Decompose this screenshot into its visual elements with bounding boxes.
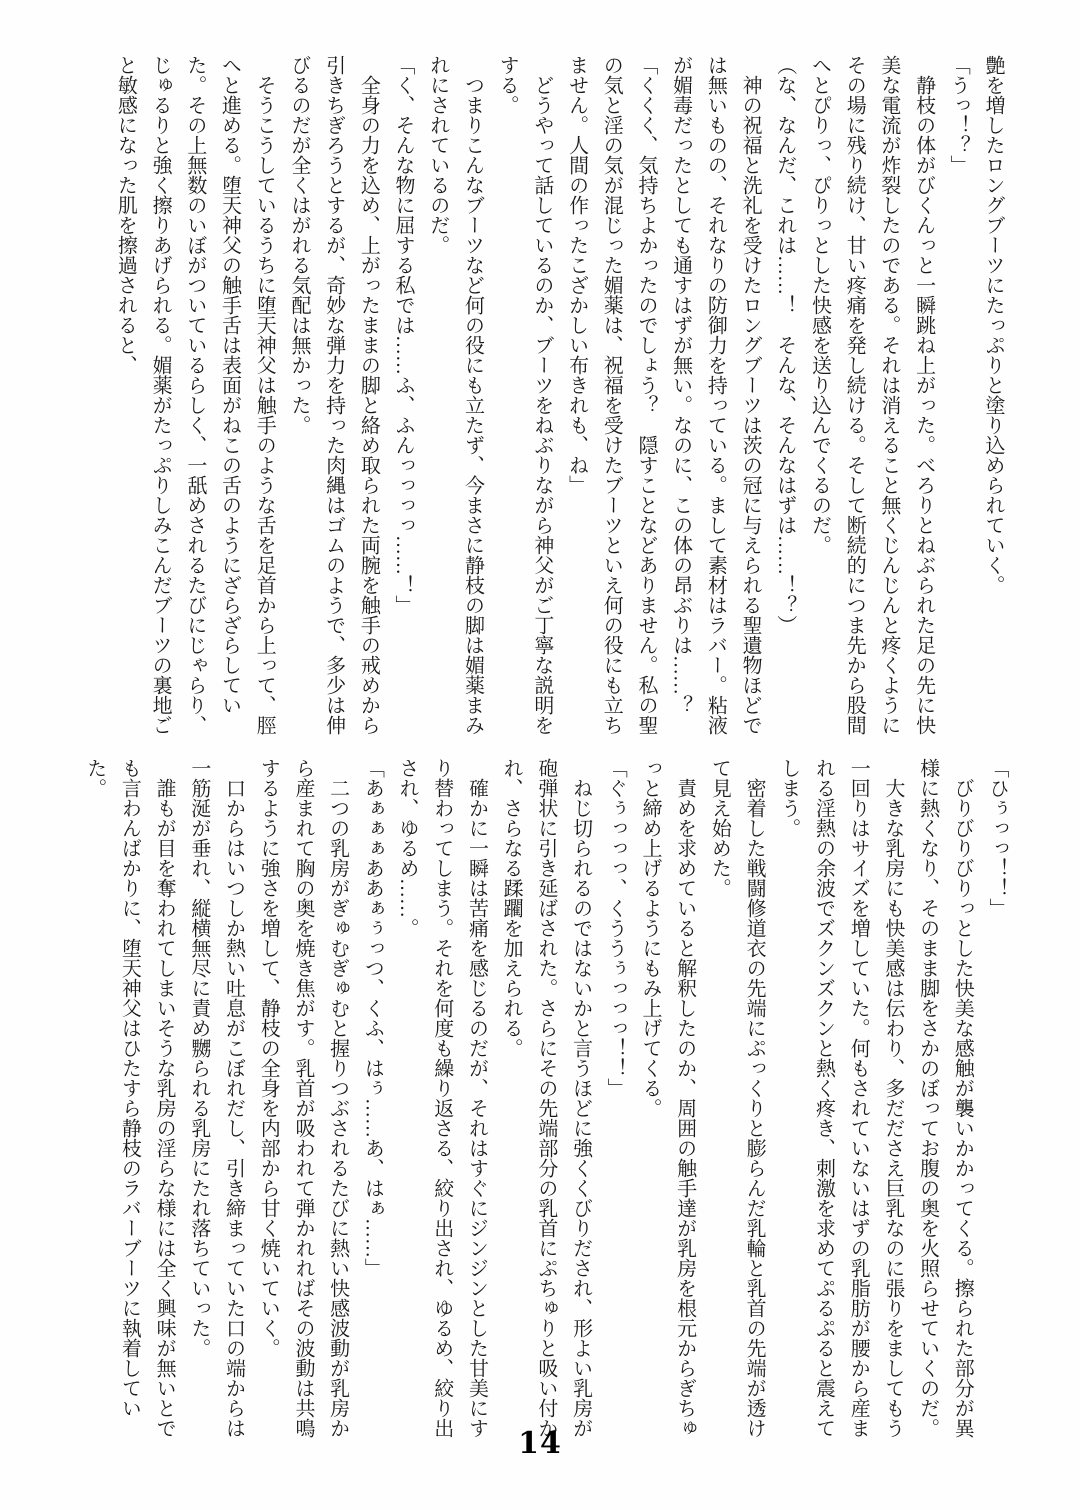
paragraph: 「ひぅっっ！！」 xyxy=(986,758,1008,918)
paragraph: 二つの乳房がぎゅむぎゅむと握りつぶされるたびに熱い快感波動が乳房から産まれて胸の奥を焼き焦がす。乳首が吸われて弾かれればその波動は共鳴するように強さを増して、静枝の全身を内部から甘く焼いていく。 xyxy=(257,758,349,1438)
paragraph: つまりこんなブーツなど何の役にも立たず、今まさに静枝の脚は媚薬まみれにされているのだ。 xyxy=(426,55,484,735)
paragraph: 確かに一瞬は苦痛を感じるのだが、それはすぐにジンジンとした甘美にすり替わってしまう。それを何度も繰り返さる、絞り出され、ゆるめ、絞り出され、ゆるめ……。 xyxy=(396,758,488,1438)
paragraph: ねじ切られるのではないかと言うほどに強くくびりだされ、形よい乳房が砲弾状に引き延ばされた。さらにその先端部分の乳首にぷちゅりと吸い付かれ、さらなる蹂躙を加えられる。 xyxy=(500,758,592,1438)
paragraph: 静枝の体がびくんっと一瞬跳ね上がった。べろりとねぶられた足の先に快美な電流が炸裂したのである。それは消えること無くじんじんと疼くようにその場に残り続け、甘い疼痛を発し続ける。そして断続的につま先から股間へとぴりっ、ぴりっとした快感を送り込んでくるのだ。 xyxy=(808,55,935,735)
paragraph: びりびりびりっとした快美な感触が襲いかかってくる。擦られた部分が異様に熱くなり、そのまま脚をさかのぼってお腹の奥を火照らせていくのだ。 xyxy=(916,758,974,1438)
paragraph: （な、なんだ、これは……！ そんな、そんなはずは……！？） xyxy=(773,55,796,635)
paragraph: 大きな乳房にも快美感は伝わり、多だださえ巨乳なのに張りをましてもう一回りはサイズを増していた。何もされていないはずの乳脂肪が腰から産まれる淫熱の余波でズクンズクンと熱く疼き、刺激を求めてぷるぷると震えてしまう。 xyxy=(777,758,904,1438)
paragraph: 口からはいつしか熱い吐息がこぼれだし、引き締まっていた口の端からは一筋涎が垂れ、縦横無尽に責め嬲られる乳房にたれ落ちていった。 xyxy=(187,758,245,1438)
paragraph: 「うっ！？」 xyxy=(947,55,970,175)
paragraph: そうこうしているうちに堕天神父は触手のような舌を足首から上って、脛へと進める。堕天神父の触手舌は表面がねこの舌のようにざらざらしていた。その上無数のいぼがついているらしく、一舐めされるたびにじゃらり、じゅるりと強く擦りあげられる。媚薬がたっぷりしみこんだブーツの裏地ごと敏感になった肌を擦過されると、 xyxy=(114,55,276,735)
paragraph: 「くくく、気持ちよかったのでしょう？ 隠すことなどありません。私の聖の気と淫の気が混じった媚薬は、祝福を受けたブーツといえ何の役にも立ちません。人間の作ったこざかしい布きれも、ね」 xyxy=(565,55,657,735)
paragraph: 神の祝福と洗礼を受けたロングブーツは茨の冠に与えられる聖遺物ほどでは無いものの、それなりの防御力を持っている。まして素材はラバー。粘液が媚毒だったとしても通すはずが無い。なのに、この体の昂ぶりは……？ xyxy=(669,55,762,735)
paragraph: 「く、そんな物に屈する私では……ふ、ふんっっっっ……！」 xyxy=(392,55,415,615)
paragraph: 全身の力を込め、上がったままの脚と絡め取られた両腕を触手の戒めから引きちぎろうとするが、奇妙な弾力を持った肉縄はゴムのようで、多少は伸びるのだが全くはがれる気配は無かった。 xyxy=(287,55,380,735)
text-block-bottom xyxy=(77,758,1014,1440)
text-block-top xyxy=(108,55,1010,737)
paragraph: 誰もが目を奪われてしまいそうな乳房の淫らな様には全く興味が無いとでも言わんばかりに、堕天神父はひたすら静枝のラバーブーツに執着していた。 xyxy=(83,758,176,1438)
paragraph: 「ぐぅっっっ、くううぅっっっ！！」 xyxy=(604,758,627,1098)
paragraph: 責めを求めていると解釈したのか、周囲の触手達が乳房を根元からぎちゅっと締め上げるようにもみ上げてくる。 xyxy=(638,758,696,1438)
paragraph: 密着した戦闘修道衣の先端にぷっくりと膨らんだ乳輪と乳首の先端が透けて見え始めた。 xyxy=(708,758,766,1438)
paragraph: どうやって話しているのか、ブーツをねぶりながら神父がご丁寧な説明をする。 xyxy=(496,55,553,735)
paragraph: 艶を増したロングブーツにたっぷりと塗り込められていく。 xyxy=(982,55,1004,595)
paragraph: 「あぁぁぁああぁぅっつ、くふ、はぅ……あ、はぁ……」 xyxy=(361,758,384,1278)
page-number: 14 xyxy=(518,1426,562,1461)
